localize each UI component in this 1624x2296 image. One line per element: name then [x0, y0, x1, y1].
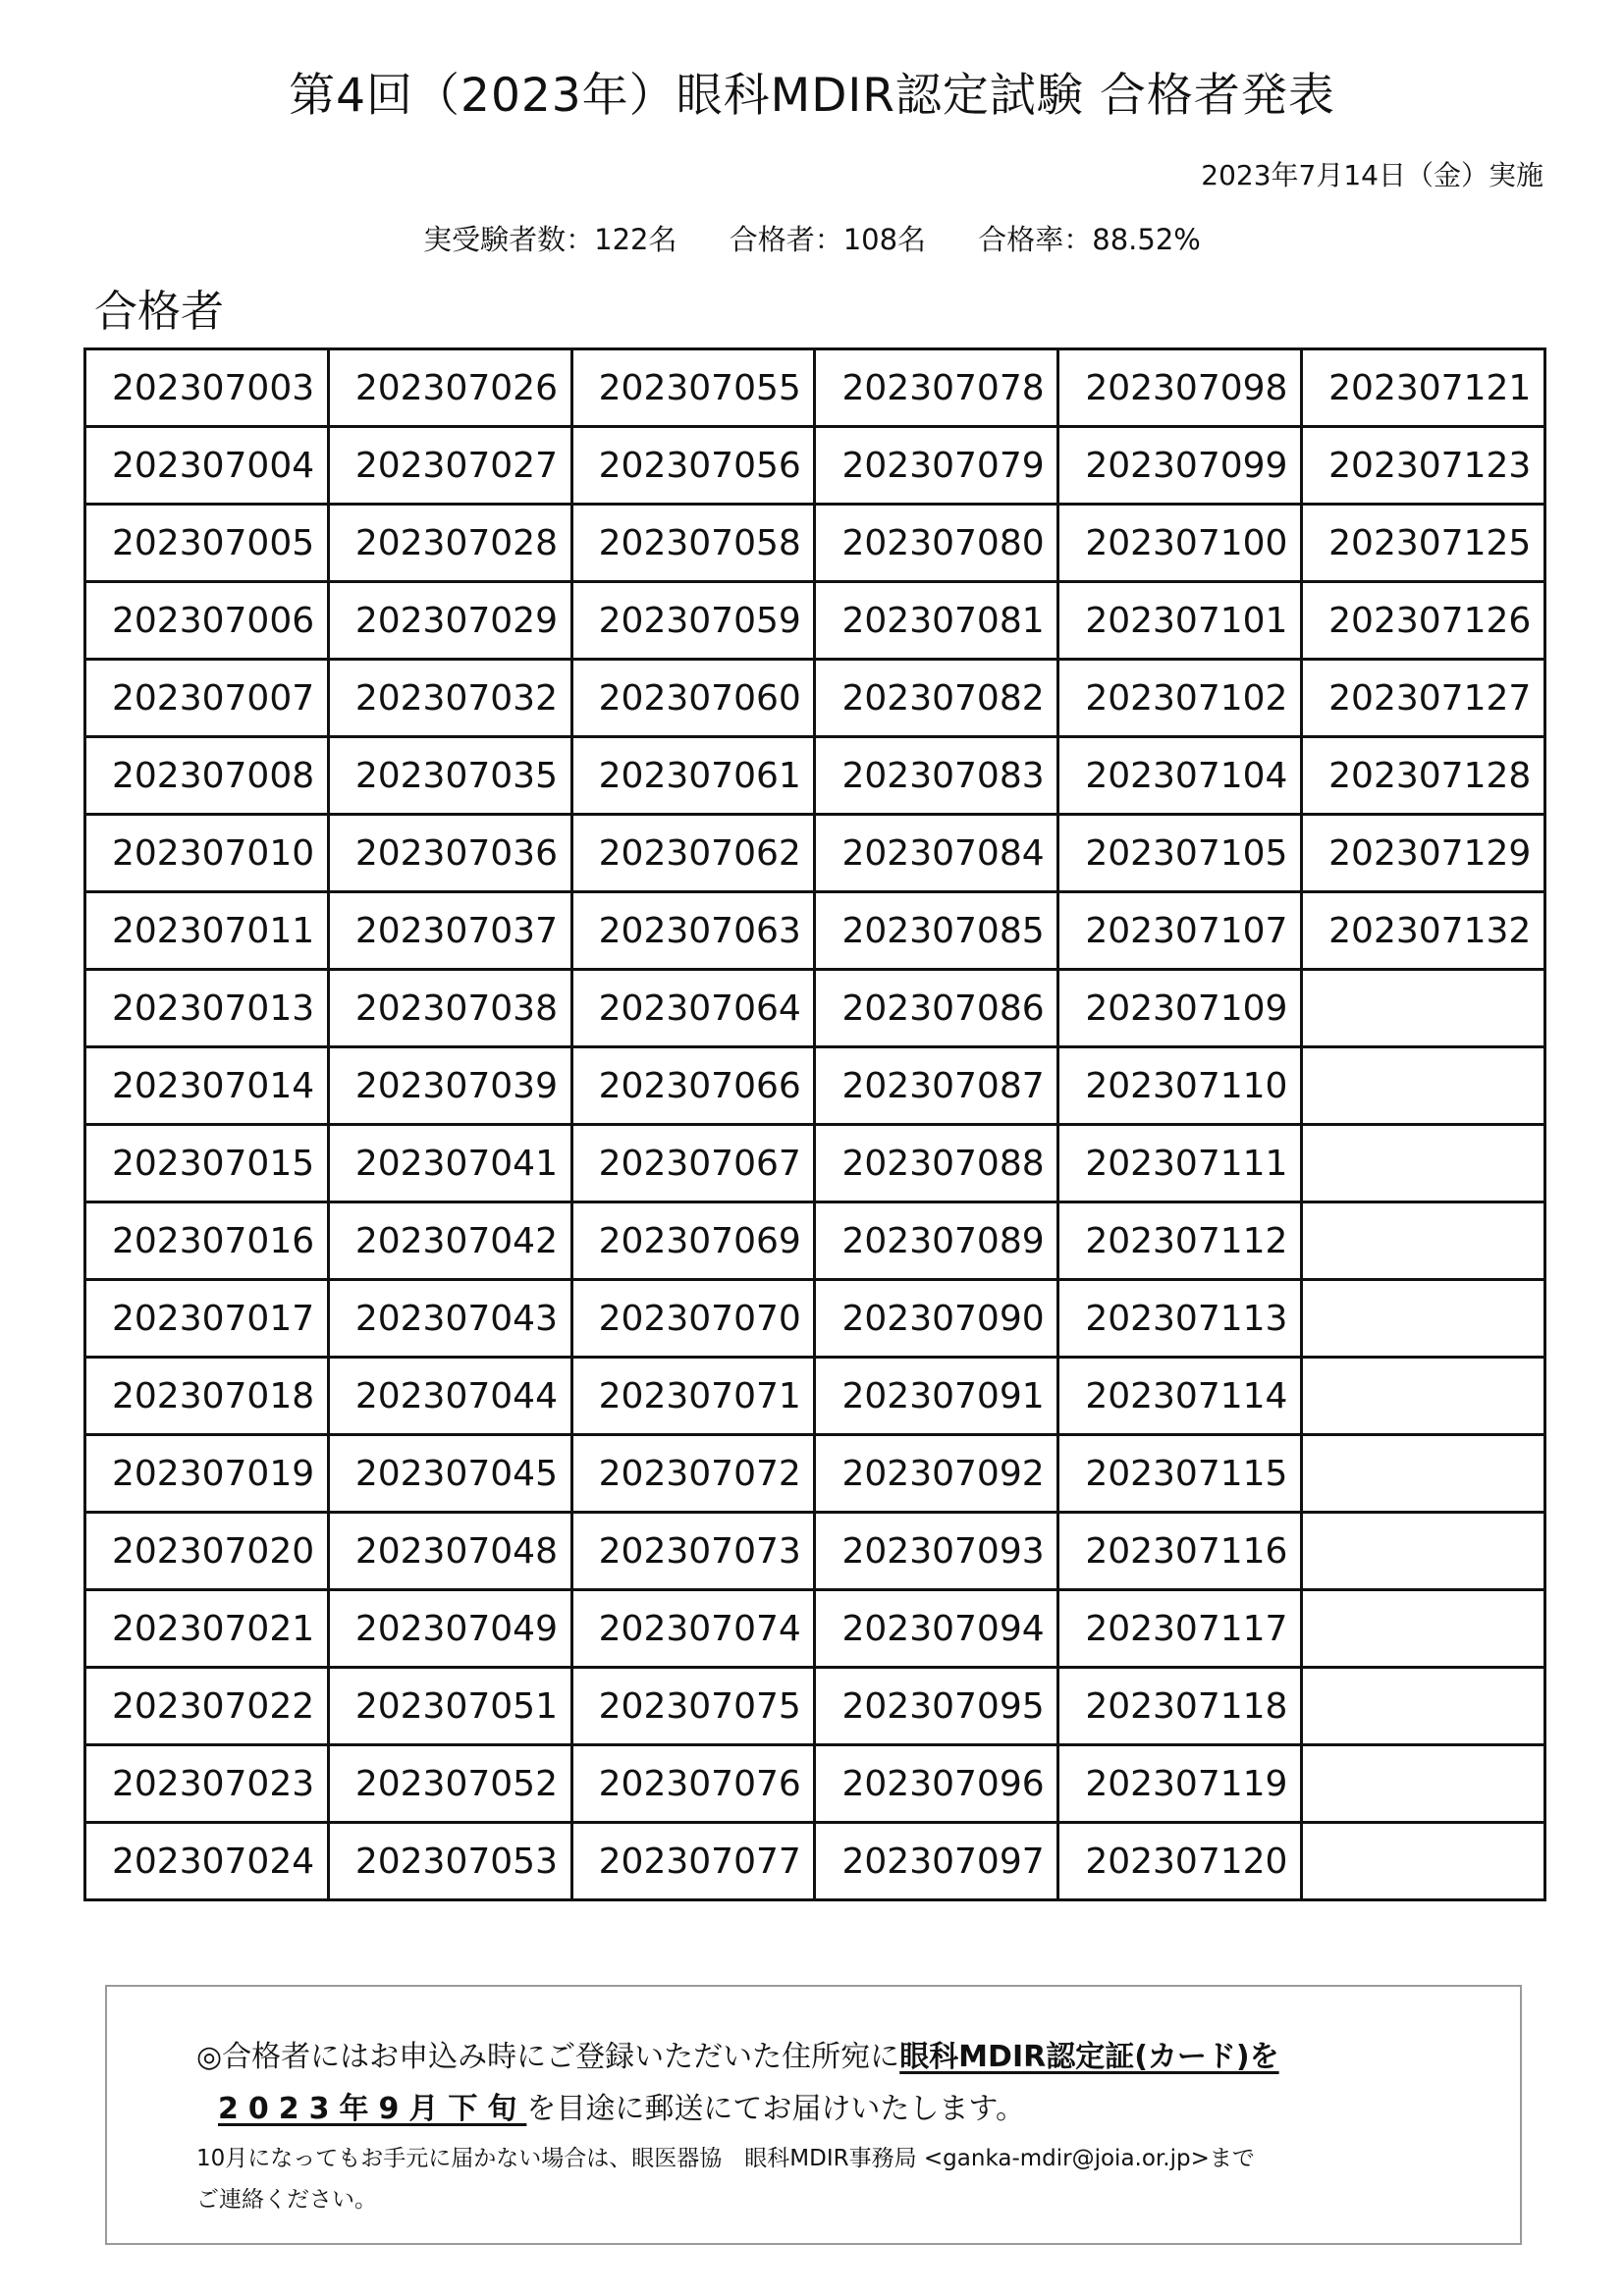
passer-id-cell [1302, 1435, 1545, 1513]
exam-stats [0, 218, 1624, 258]
passer-id-cell: 202307095 [815, 1668, 1058, 1745]
table-row [85, 349, 1545, 427]
passer-id-cell: 202307021 [85, 1590, 329, 1668]
passer-id-cell: 202307085 [815, 892, 1058, 970]
table-row [85, 970, 1545, 1047]
pass-rate: 合格率：88.52% [978, 223, 1201, 256]
passer-id-cell: 202307118 [1058, 1668, 1302, 1745]
table-row [85, 1590, 1545, 1668]
passer-id-cell: 202307029 [328, 582, 571, 660]
notice-contact-line-1: 10月になってもお手元に届かない場合は、眼医器協 眼科MDIR事務局 <ganka-mdir@joia.or.jp>まで [196, 2146, 1255, 2171]
passer-id-cell: 202307027 [328, 427, 571, 505]
passer-id-cell: 202307098 [1058, 349, 1302, 427]
passer-id-cell: 202307059 [571, 582, 815, 660]
table-row [85, 1513, 1545, 1590]
passer-id-cell: 202307101 [1058, 582, 1302, 660]
table-row [85, 1047, 1545, 1125]
passer-id-cell: 202307044 [328, 1358, 571, 1435]
passer-id-cell: 202307028 [328, 505, 571, 582]
passer-id-cell: 202307017 [85, 1280, 329, 1358]
passer-id-cell: 202307080 [815, 505, 1058, 582]
passer-id-cell: 202307032 [328, 660, 571, 737]
passer-id-cell: 202307083 [815, 737, 1058, 815]
passer-id-cell: 202307016 [85, 1202, 329, 1280]
passer-id-cell: 202307102 [1058, 660, 1302, 737]
passer-id-cell: 202307042 [328, 1202, 571, 1280]
passer-id-cell: 202307060 [571, 660, 815, 737]
passer-id-cell: 202307069 [571, 1202, 815, 1280]
table-row [85, 1125, 1545, 1202]
passer-id-cell: 202307049 [328, 1590, 571, 1668]
passer-id-cell: 202307036 [328, 815, 571, 892]
notice-line-1 [196, 2032, 1279, 2075]
passer-id-cell: 202307039 [328, 1047, 571, 1125]
passer-id-cell [1302, 1590, 1545, 1668]
passer-id-cell: 202307074 [571, 1590, 815, 1668]
passer-id-cell: 202307116 [1058, 1513, 1302, 1590]
passer-id-cell: 202307097 [815, 1823, 1058, 1900]
passer-id-cell: 202307070 [571, 1280, 815, 1358]
notice-line-2 [218, 2084, 1025, 2127]
passer-id-cell: 202307128 [1302, 737, 1545, 815]
passer-id-cell: 202307109 [1058, 970, 1302, 1047]
passer-id-cell: 202307126 [1302, 582, 1545, 660]
passer-id-cell: 202307056 [571, 427, 815, 505]
table-row [85, 582, 1545, 660]
passer-id-cell: 202307008 [85, 737, 329, 815]
passer-id-cell: 202307096 [815, 1745, 1058, 1823]
passer-id-cell: 202307129 [1302, 815, 1545, 892]
passer-id-cell: 202307064 [571, 970, 815, 1047]
passer-id-cell: 202307004 [85, 427, 329, 505]
passer-id-cell: 202307043 [328, 1280, 571, 1358]
table-row [85, 1358, 1545, 1435]
passer-id-cell: 202307119 [1058, 1745, 1302, 1823]
passer-id-cell: 202307078 [815, 349, 1058, 427]
passer-id-cell: 202307089 [815, 1202, 1058, 1280]
passer-id-cell: 202307072 [571, 1435, 815, 1513]
passer-id-cell [1302, 1125, 1545, 1202]
passer-id-cell: 202307045 [328, 1435, 571, 1513]
passer-id-cell: 202307062 [571, 815, 815, 892]
passer-id-cell: 202307019 [85, 1435, 329, 1513]
passer-id-cell: 202307132 [1302, 892, 1545, 970]
passer-id-cell: 202307014 [85, 1047, 329, 1125]
section-heading: 合格者 [94, 287, 224, 337]
passer-id-cell: 202307100 [1058, 505, 1302, 582]
notice-shipping-text: を目途に郵送にてお届けいたします。 [526, 2092, 1025, 2126]
table-row [85, 1668, 1545, 1745]
passer-id-cell: 202307006 [85, 582, 329, 660]
passer-id-cell: 202307120 [1058, 1823, 1302, 1900]
passer-id-cell [1302, 1823, 1545, 1900]
examinee-count: 実受験者数：122名 [423, 223, 677, 256]
passer-id-cell: 202307112 [1058, 1202, 1302, 1280]
table-row [85, 427, 1545, 505]
passer-id-cell: 202307038 [328, 970, 571, 1047]
table-row [85, 892, 1545, 970]
passer-id-cell: 202307093 [815, 1513, 1058, 1590]
passer-id-cell: 202307081 [815, 582, 1058, 660]
table-row [85, 505, 1545, 582]
table-row [85, 660, 1545, 737]
passer-id-cell: 202307020 [85, 1513, 329, 1590]
passer-id-cell: 202307099 [1058, 427, 1302, 505]
passer-id-cell [1302, 970, 1545, 1047]
passer-id-cell: 202307088 [815, 1125, 1058, 1202]
passer-id-cell: 202307024 [85, 1823, 329, 1900]
notice-contact-line-2: ご連絡ください。 [196, 2187, 377, 2213]
notice-card-emphasis: 眼科MDIR認定証(カード)を [899, 2040, 1279, 2074]
passer-id-cell: 202307114 [1058, 1358, 1302, 1435]
passer-id-cell [1302, 1745, 1545, 1823]
passer-id-cell: 202307003 [85, 349, 329, 427]
table-row [85, 1280, 1545, 1358]
passer-id-cell: 202307037 [328, 892, 571, 970]
passer-id-cell: 202307018 [85, 1358, 329, 1435]
passer-id-cell: 202307007 [85, 660, 329, 737]
table-row [85, 1745, 1545, 1823]
passer-id-cell: 202307091 [815, 1358, 1058, 1435]
passer-id-cell [1302, 1280, 1545, 1358]
passer-id-cell: 202307010 [85, 815, 329, 892]
notice-shipping-date: 2023年9月下旬 [218, 2092, 527, 2126]
passer-id-cell: 202307092 [815, 1435, 1058, 1513]
passer-id-cell: 202307041 [328, 1125, 571, 1202]
passer-id-cell [1302, 1513, 1545, 1590]
passer-id-cell: 202307015 [85, 1125, 329, 1202]
passer-id-cell: 202307058 [571, 505, 815, 582]
passer-id-cell: 202307079 [815, 427, 1058, 505]
passer-id-cell [1302, 1202, 1545, 1280]
passer-id-cell: 202307117 [1058, 1590, 1302, 1668]
passer-id-cell: 202307063 [571, 892, 815, 970]
passer-id-cell: 202307087 [815, 1047, 1058, 1125]
passer-id-cell: 202307073 [571, 1513, 815, 1590]
passer-id-cell: 202307055 [571, 349, 815, 427]
exam-date: 2023年7月14日（金）実施 [1201, 159, 1543, 191]
passer-id-cell: 202307022 [85, 1668, 329, 1745]
passer-id-cell: 202307123 [1302, 427, 1545, 505]
passer-id-cell: 202307075 [571, 1668, 815, 1745]
passer-id-cell: 202307023 [85, 1745, 329, 1823]
passer-id-cell: 202307035 [328, 737, 571, 815]
passer-id-cell: 202307051 [328, 1668, 571, 1745]
table-row [85, 1823, 1545, 1900]
passer-id-cell: 202307086 [815, 970, 1058, 1047]
table-row [85, 1435, 1545, 1513]
passer-id-cell: 202307104 [1058, 737, 1302, 815]
passer-id-cell: 202307084 [815, 815, 1058, 892]
passer-id-cell: 202307111 [1058, 1125, 1302, 1202]
passer-id-cell: 202307110 [1058, 1047, 1302, 1125]
passer-id-cell: 202307071 [571, 1358, 815, 1435]
passer-id-cell: 202307067 [571, 1125, 815, 1202]
passer-id-cell: 202307066 [571, 1047, 815, 1125]
passer-id-cell: 202307115 [1058, 1435, 1302, 1513]
passer-id-cell: 202307125 [1302, 505, 1545, 582]
passer-id-cell: 202307076 [571, 1745, 815, 1823]
passer-id-cell: 202307094 [815, 1590, 1058, 1668]
passer-id-cell: 202307090 [815, 1280, 1058, 1358]
passer-id-cell: 202307077 [571, 1823, 815, 1900]
passer-id-cell: 202307082 [815, 660, 1058, 737]
passer-id-cell: 202307061 [571, 737, 815, 815]
table-row [85, 1202, 1545, 1280]
passer-id-cell [1302, 1358, 1545, 1435]
passer-id-cell: 202307127 [1302, 660, 1545, 737]
passer-id-cell: 202307053 [328, 1823, 571, 1900]
notice-box [105, 1985, 1522, 2245]
passer-id-cell: 202307013 [85, 970, 329, 1047]
passer-id-cell: 202307107 [1058, 892, 1302, 970]
passer-id-cell: 202307011 [85, 892, 329, 970]
page-title: 第4回（2023年）眼科MDIR認定試験 合格者発表 [289, 69, 1335, 123]
passers-table [83, 347, 1546, 1901]
notice-text: ◎合格者にはお申込み時にご登録いただいた住所宛に [196, 2040, 900, 2074]
passer-id-cell: 202307052 [328, 1745, 571, 1823]
passer-id-cell: 202307026 [328, 349, 571, 427]
passer-id-cell: 202307048 [328, 1513, 571, 1590]
table-row [85, 737, 1545, 815]
passer-count: 合格者：108名 [729, 223, 927, 256]
passer-id-cell: 202307113 [1058, 1280, 1302, 1358]
passer-id-cell: 202307005 [85, 505, 329, 582]
passer-id-cell [1302, 1047, 1545, 1125]
passer-id-cell: 202307121 [1302, 349, 1545, 427]
passer-id-cell [1302, 1668, 1545, 1745]
passer-id-cell: 202307105 [1058, 815, 1302, 892]
table-row [85, 815, 1545, 892]
